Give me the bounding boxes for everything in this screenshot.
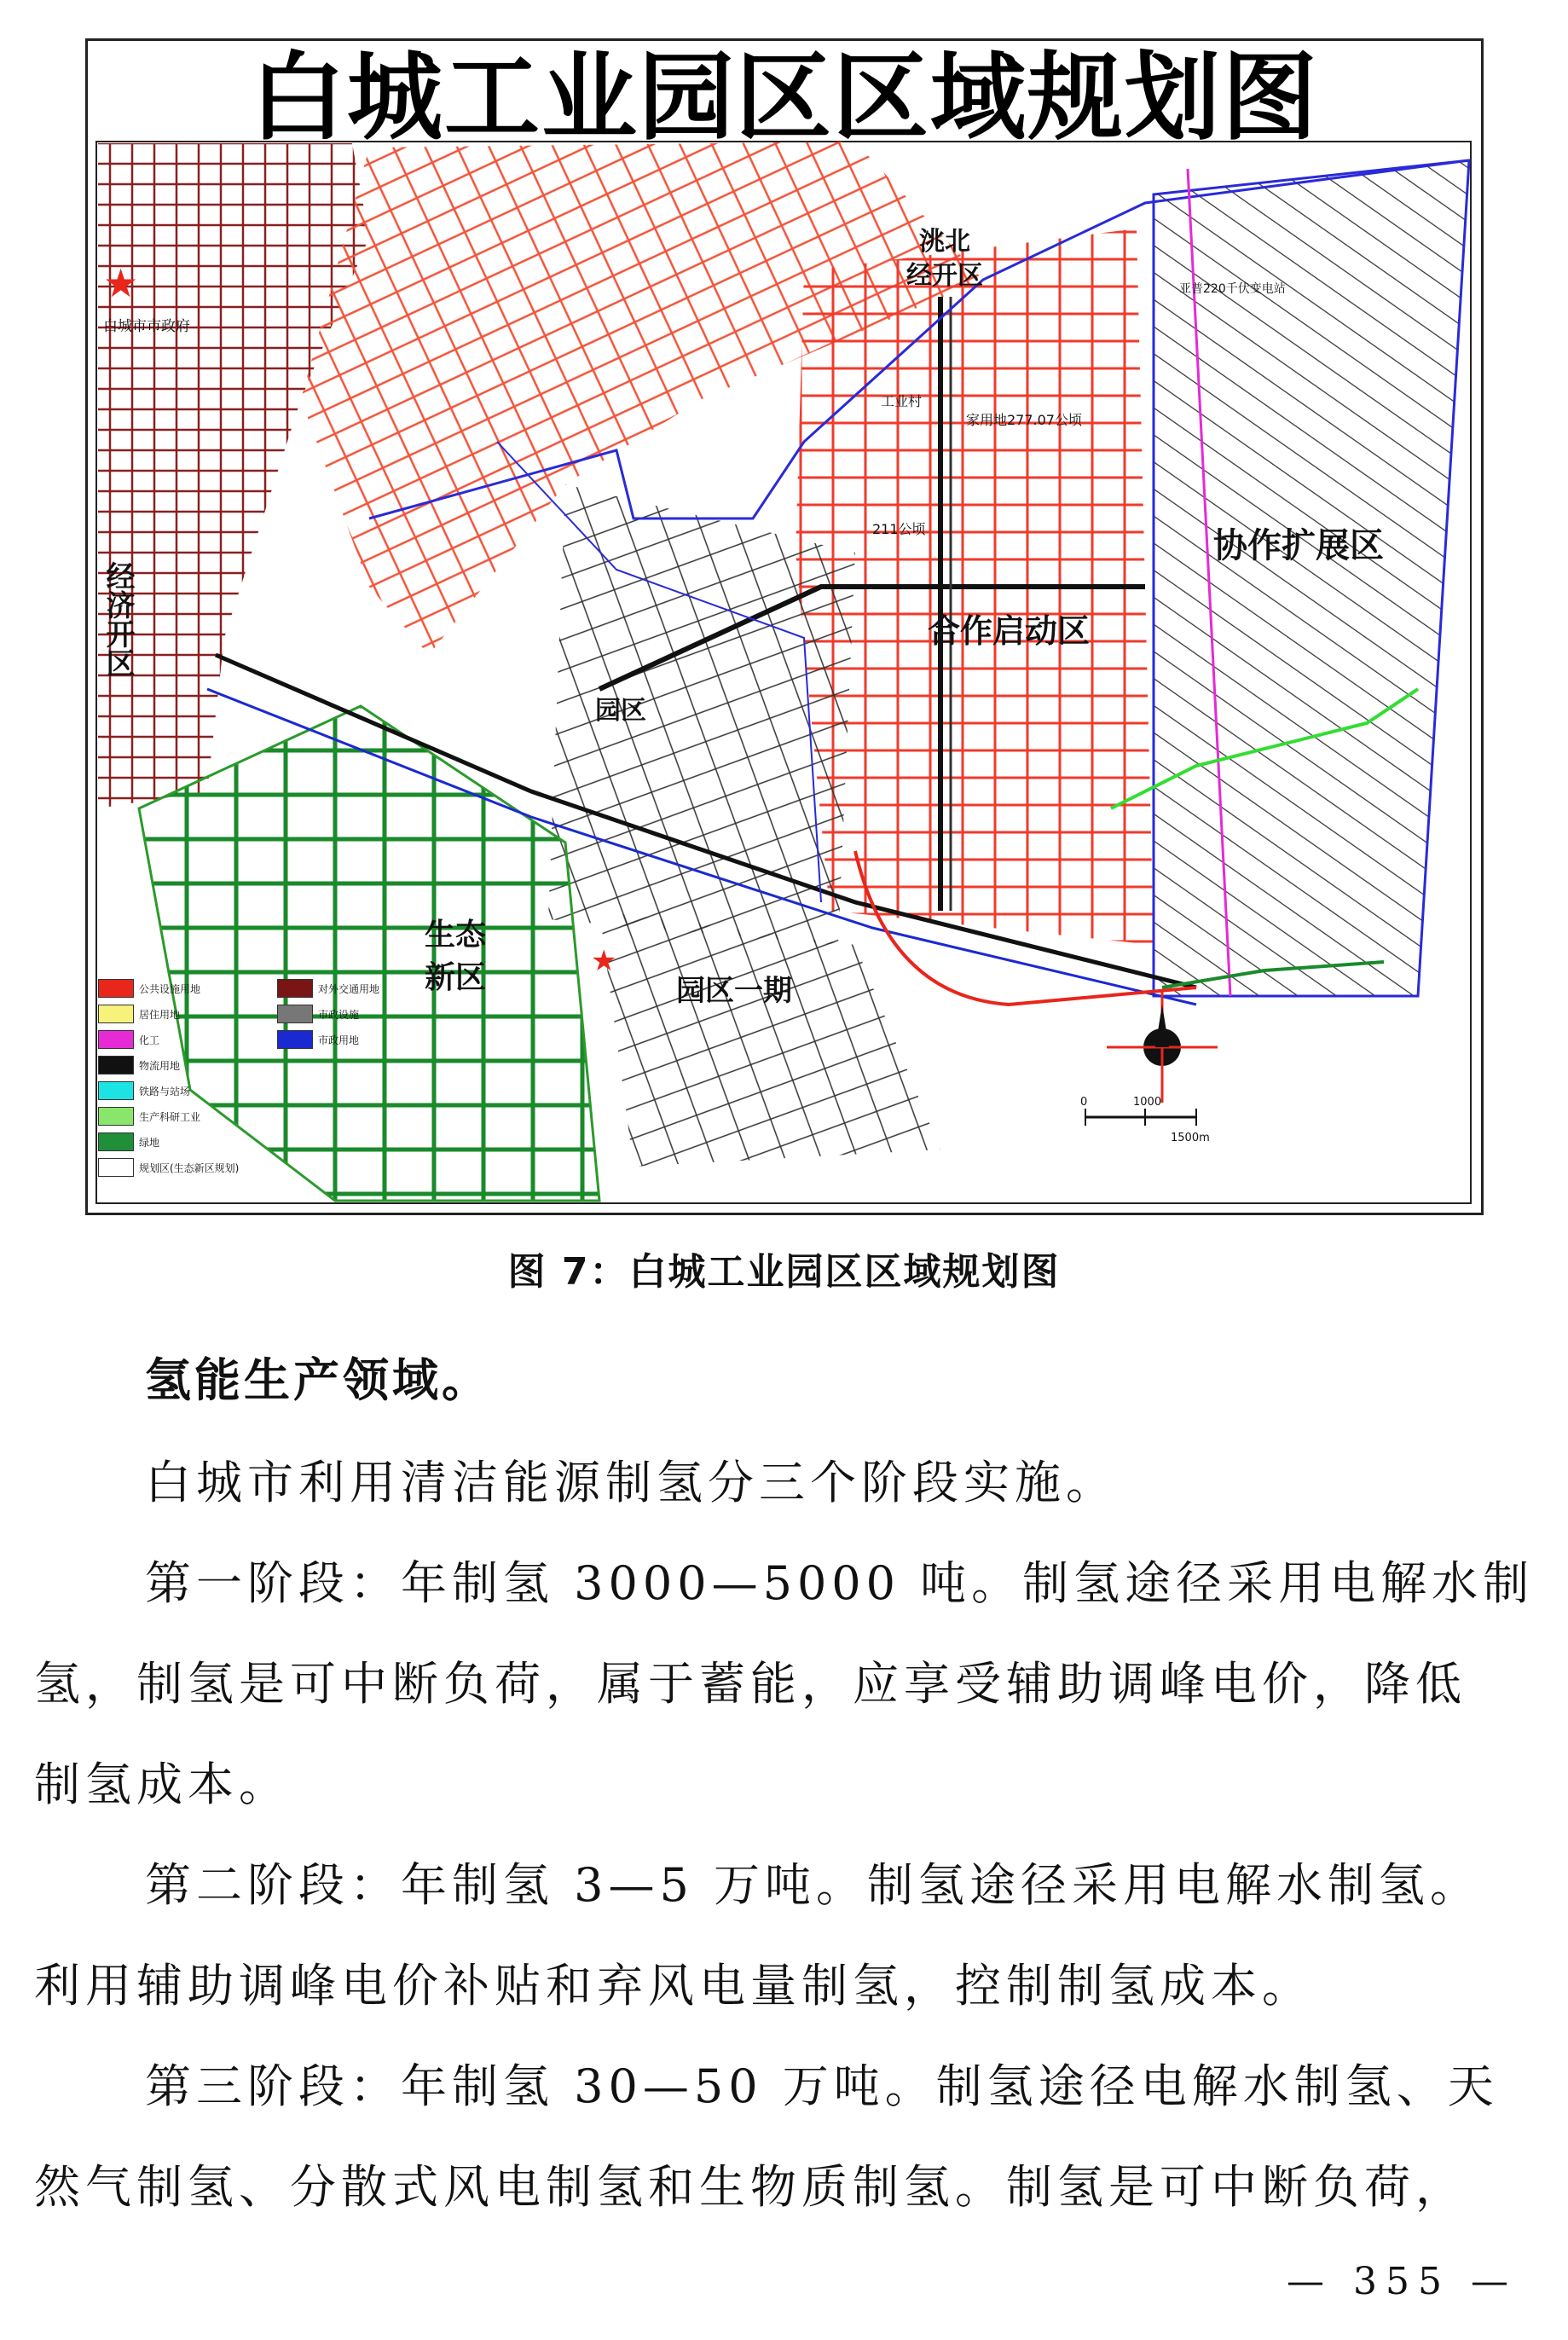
legend-label: 绿地 (139, 1136, 160, 1149)
paragraph-line: 氢，制氢是可中断负荷，属于蓄能，应享受辅助调峰电价，降低 (34, 1657, 1467, 1711)
scale-bar (1080, 1096, 1210, 1144)
legend-item (98, 1005, 180, 1023)
legend-swatch (277, 1030, 313, 1049)
legend-label: 规划区(生态新区规划) (139, 1161, 240, 1174)
label-government: 白城市市政府 (103, 318, 190, 335)
legend-swatch (98, 1005, 134, 1023)
label-xinqu: 新区 (425, 960, 487, 995)
figure-caption: 图 7：白城工业园区区域规划图 (507, 1250, 1061, 1294)
label-xiezuo-kuozhan: 协作扩展区 (1213, 526, 1384, 565)
label-area: 家用地277.07公顷 (966, 412, 1082, 428)
legend-swatch (277, 979, 313, 998)
legend-label: 化工 (139, 1034, 160, 1046)
legend-swatch (98, 979, 134, 998)
park-star-icon: ★ (591, 944, 617, 978)
legend-label: 居住用地 (139, 1008, 181, 1021)
paragraph-line: 白城市利用清洁能源制氢分三个阶段实施。 (145, 1456, 1117, 1509)
label-gongye: 工业村 (881, 393, 923, 409)
map-title: 白城工业园区区域规划图 (250, 43, 1319, 153)
legend-swatch (277, 1005, 313, 1023)
legend-label: 铁路与站场 (139, 1085, 191, 1098)
legend-swatch (98, 1107, 134, 1126)
label-hezuo-qidong: 合作启动区 (928, 612, 1091, 650)
legend-label: 公共设施用地 (139, 982, 201, 995)
north-arrow-icon (1107, 992, 1218, 1103)
paragraph-line: 第一阶段：年制氢 3000—5000 吨。制氢途径采用电解水制 (145, 1556, 1535, 1610)
section-heading: 氢能生产领域。 (145, 1353, 491, 1407)
scale-mid: 1000 (1133, 1096, 1162, 1109)
legend-swatch (98, 1030, 134, 1049)
label-road: 211公顷 (872, 521, 926, 537)
paragraph-line: 制氢成本。 (34, 1758, 290, 1811)
legend-item (277, 979, 379, 998)
legend-swatch (98, 1158, 134, 1177)
legend-label: 市政用地 (318, 1034, 360, 1046)
label-power: 亚普220千伏变电站 (1179, 282, 1286, 296)
label-jingkaiqu: 经开区 (906, 261, 983, 291)
legend-item (98, 1030, 159, 1049)
legend-item (98, 979, 200, 998)
scale-zero: 0 (1080, 1096, 1088, 1109)
legend-item (98, 1107, 200, 1126)
legend-label: 物流用地 (139, 1059, 181, 1072)
legend-item (98, 1132, 159, 1151)
legend-item (277, 1005, 359, 1023)
label-yuanqu: 园区 (595, 696, 646, 726)
planning-map (85, 38, 1484, 1215)
scale-end: 1500m (1171, 1132, 1210, 1144)
paragraph-line: 然气制氢、分散式风电制氢和生物质制氢。制氢是可中断负荷， (34, 2160, 1467, 2214)
legend-swatch (98, 1056, 134, 1074)
legend-label: 生产科研工业 (139, 1110, 201, 1123)
legend-item (98, 1158, 239, 1177)
legend-swatch (98, 1081, 134, 1100)
legend-item (277, 1030, 359, 1049)
label-yuanqu-yiqi: 园区一期 (676, 974, 792, 1008)
map-legend (98, 979, 456, 1201)
government-star-icon: ★ (103, 260, 139, 306)
label-taobei: 洮北 (919, 227, 970, 257)
paragraph-line: 利用辅助调峰电价补贴和弃风电量制氢，控制制氢成本。 (34, 1959, 1313, 2013)
legend-swatch (98, 1132, 134, 1151)
paragraph-line: 第二阶段：年制氢 3—5 万吨。制氢途径采用电解水制氢。 (145, 1858, 1482, 1912)
page-number: — 355 — (1287, 2260, 1517, 2303)
legend-item (98, 1081, 190, 1100)
legend-item (98, 1056, 180, 1074)
label-jingji-kaifaqu: 经济开区 (101, 561, 135, 677)
legend-label: 市政设施 (318, 1008, 360, 1021)
legend-label: 对外交通用地 (318, 982, 380, 995)
paragraph-line: 第三阶段：年制氢 30—50 万吨。制氢途径电解水制氢、天 (145, 2059, 1499, 2113)
label-shengtai: 生态 (425, 918, 487, 953)
